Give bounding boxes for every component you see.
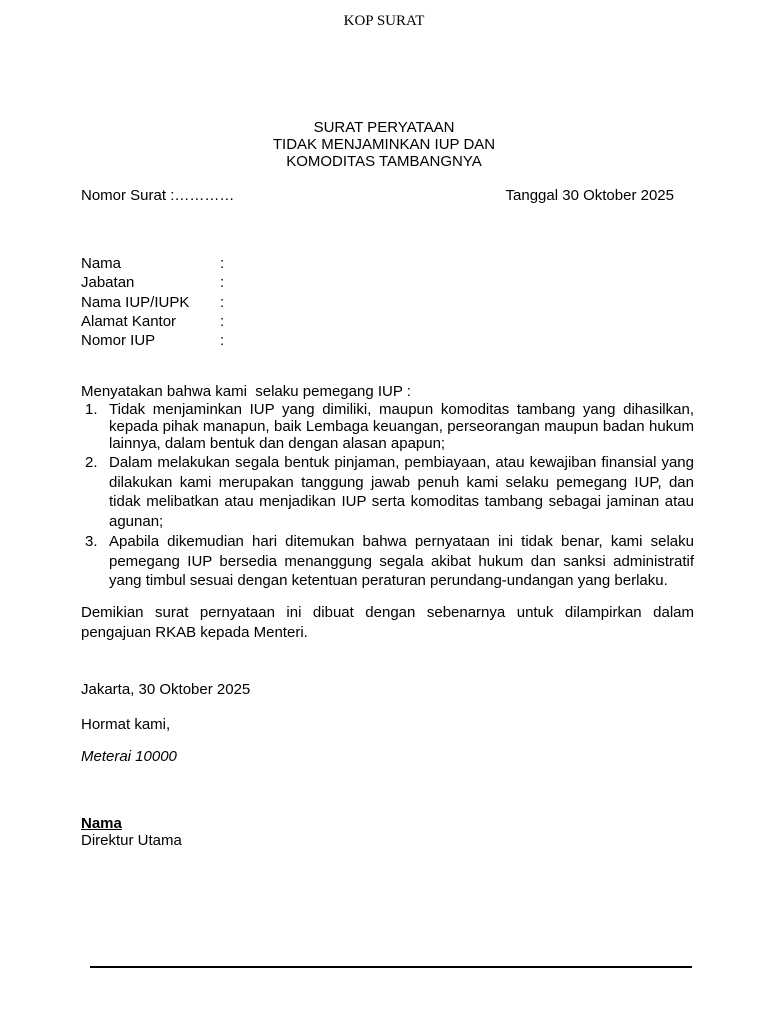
field-jabatan	[81, 273, 381, 292]
title-line-1: SURAT PERYATAAN	[313, 119, 455, 136]
title-line-3: KOMODITAS TAMBANGNYA	[286, 153, 482, 170]
list-item	[81, 453, 694, 531]
place-date: Jakarta, 30 Oktober 2025	[81, 681, 251, 698]
list-item-text: Tidak menjaminkan IUP yang dimiliki, maupun komoditas tambang yang dihasilkan, kepada pihak manapun, baik Lembaga keuangan, perseorangan maupun badan hukum lainnya, dalam bentuk dan dengan alasan apapun;	[109, 401, 694, 452]
list-item-number: 2.	[85, 454, 98, 471]
signatory-name: Nama	[81, 815, 122, 832]
stamp-duty-note: Meterai 10000	[81, 748, 177, 765]
field-label: Nama IUP/IUPK	[81, 293, 190, 311]
letterhead: KOP SURAT	[343, 13, 425, 29]
field-colon: :	[220, 274, 225, 292]
field-nomor-iup	[81, 331, 381, 350]
list-item	[81, 401, 694, 452]
salutation: Hormat kami,	[81, 716, 171, 733]
closing-paragraph: Demikian surat pernyataan ini dibuat dengan sebenarnya untuk dilampirkan dalam pengajuan RKAB kepada Menteri.	[81, 604, 694, 641]
field-colon: :	[220, 293, 225, 311]
title-line-2: TIDAK MENJAMINKAN IUP DAN	[272, 136, 496, 153]
field-colon: :	[220, 255, 225, 272]
statement-list	[81, 401, 694, 591]
list-item-number: 3.	[85, 533, 98, 550]
field-label: Alamat Kantor	[81, 312, 177, 330]
field-colon: :	[220, 332, 225, 350]
field-nama-iup	[81, 293, 381, 312]
field-nama	[81, 254, 381, 273]
identity-fields	[81, 254, 381, 350]
field-label: Nama	[81, 255, 122, 272]
list-item-text: Dalam melakukan segala bentuk pinjaman, pembiayaan, atau kewajiban finansial yang dilakukan kami merupakan tanggung jawab penuh kami selaku pemegang IUP, dan tidak melibatkan atau menjadikan IUP serta komoditas tambang sebagai jaminan atau agunan;	[109, 454, 694, 530]
signatory-title: Direktur Utama	[81, 832, 182, 849]
statement-intro: Menyatakan bahwa kami selaku pemegang IUP :	[81, 383, 411, 400]
document-title	[0, 119, 768, 170]
field-alamat-kantor	[81, 312, 381, 331]
letter-number: Nomor Surat :…………	[81, 187, 235, 204]
footer-divider	[90, 966, 692, 968]
field-label: Nomor IUP	[81, 332, 156, 350]
letter-date: Tanggal 30 Oktober 2025	[505, 187, 674, 204]
field-colon: :	[220, 312, 225, 330]
list-item	[81, 532, 694, 591]
list-item-number: 1.	[85, 401, 98, 418]
list-item-text: Apabila dikemudian hari ditemukan bahwa pernyataan ini tidak benar, kami selaku pemegang IUP bersedia menanggung segala akibat hukum dan sanksi administratif yang timbul sesuai dengan ketentuan peraturan perundang-undangan yang berlaku.	[109, 533, 694, 589]
field-label: Jabatan	[81, 274, 135, 292]
